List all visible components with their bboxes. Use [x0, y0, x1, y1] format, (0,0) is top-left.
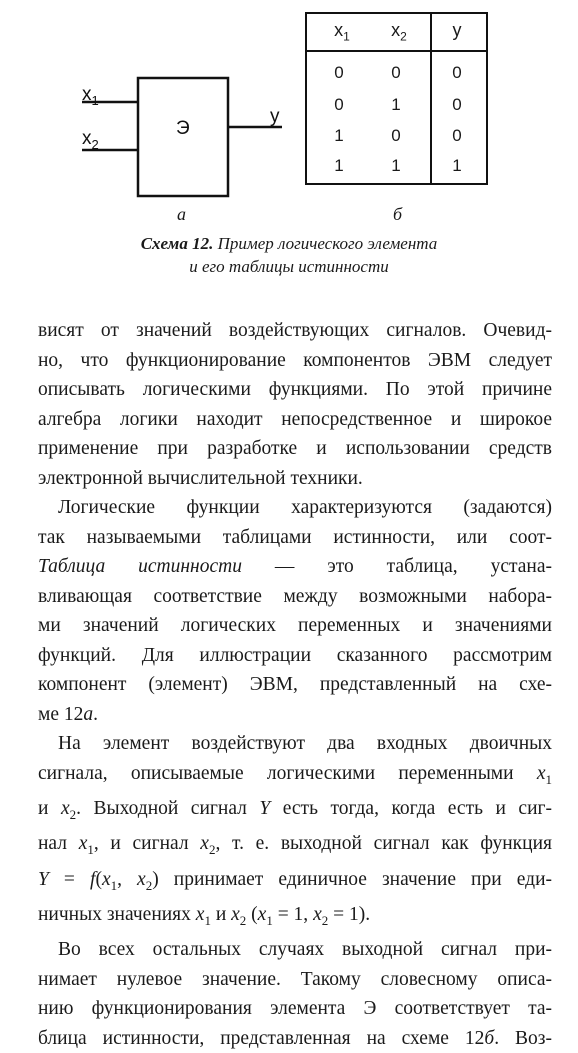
input2-label: $x_2$	[82, 128, 99, 152]
body-text	[38, 316, 552, 1053]
text-line: алгебра логики находит непосредственное и широкое	[38, 408, 552, 430]
text-line: висят от значений воздействующих сигналов. Очевид-	[38, 320, 552, 341]
output-label: y	[270, 106, 280, 127]
text-line: блица истинности, представленная на схеме 12б. Воз-	[38, 1027, 552, 1049]
table-cell: 1	[334, 156, 344, 175]
text-line: сигнала, описываемые логическими переменными $x_1$	[38, 762, 552, 787]
text-line: вливающая соответствие между возможными набора-	[38, 585, 552, 607]
paragraph	[38, 493, 552, 729]
figure-caption-line2: и его таблицы истинности	[189, 257, 389, 276]
panel-label-b: б	[393, 204, 403, 224]
figure-caption	[0, 233, 578, 255]
figure	[0, 0, 578, 290]
text-line: компонент (элемент) ЭВМ, представленный на схе-	[38, 674, 552, 695]
text-line: нию функционирования элемента Э соответствует та-	[38, 998, 552, 1020]
text-line: ми значений логических переменных и значениями	[38, 615, 552, 636]
text-line: функций. Для иллюстрации сказанного рассмотрим	[38, 644, 552, 666]
text-line: электронной вычислительной техники.	[38, 467, 363, 489]
text-line: но, что функционирование компонентов ЭВМ следует	[38, 349, 552, 371]
table-cell: 1	[452, 156, 462, 175]
text-line: нал $x_1$, и сигнал $x_2$, т. е. выходной сигнал как функция	[38, 833, 552, 858]
text-line: описывать логическими функциями. По этой причине	[38, 379, 552, 400]
table-cell: 0	[334, 63, 344, 82]
table-cell: 1	[391, 156, 401, 175]
paragraph	[38, 935, 552, 1053]
text-line: Таблица истинности — это таблица, устана-	[38, 556, 552, 577]
element-label: Э	[176, 118, 190, 139]
table-hline	[307, 50, 486, 52]
text-line: применение при разработке и использовании средств	[38, 438, 552, 459]
text-line: так называемыми таблицами истинности, или соот-	[38, 526, 552, 548]
text-line: На элемент воздействуют два входных двоичных	[58, 733, 552, 754]
formula: Y	[38, 868, 49, 890]
header-y: y	[452, 20, 462, 40]
table-cell: 0	[452, 126, 462, 145]
input1-label: $x_1$	[82, 84, 99, 108]
table-cell: 0	[391, 63, 401, 82]
text-line: Логические функции характеризуются (задаются)	[58, 497, 552, 518]
panel-label-a: а	[177, 204, 186, 224]
text-line: нимает нулевое значение. Такому словесному описа-	[38, 968, 552, 990]
header-x1: $x_1$	[334, 20, 350, 44]
header-x2: $x_2$	[391, 20, 407, 44]
table-cell: 1	[391, 95, 401, 114]
table-cell: 0	[391, 126, 401, 145]
table-cell: 0	[334, 95, 344, 114]
table-cell: 0	[452, 63, 462, 82]
text-line: ме 12а.	[38, 703, 98, 725]
paragraph	[38, 316, 552, 493]
caption-line1: Пример логического элемента	[213, 234, 438, 253]
text-line: $Y = f(x_1$, $x_2$) принимает единичное значение при еди-	[38, 868, 552, 893]
logic-element-diagram	[70, 60, 310, 200]
text-line: и $x_2$. Выходной сигнал Y есть тогда, когда есть и сиг-	[38, 797, 552, 822]
table-cell: 1	[334, 126, 344, 145]
table-cell: 0	[452, 95, 462, 114]
caption-prefix: Схема 12.	[140, 234, 214, 253]
table-vline	[430, 14, 432, 183]
text-line: ничных значениях $x_1$ и $x_2$ ($x_1 = 1$, $x_2 = 1$).	[38, 904, 371, 928]
term-truth-table: Таблица истинности	[38, 556, 242, 577]
paragraph	[38, 729, 552, 935]
text-line: Во всех остальных случаях выходной сигнал при-	[58, 939, 552, 961]
truth-table	[305, 12, 488, 185]
